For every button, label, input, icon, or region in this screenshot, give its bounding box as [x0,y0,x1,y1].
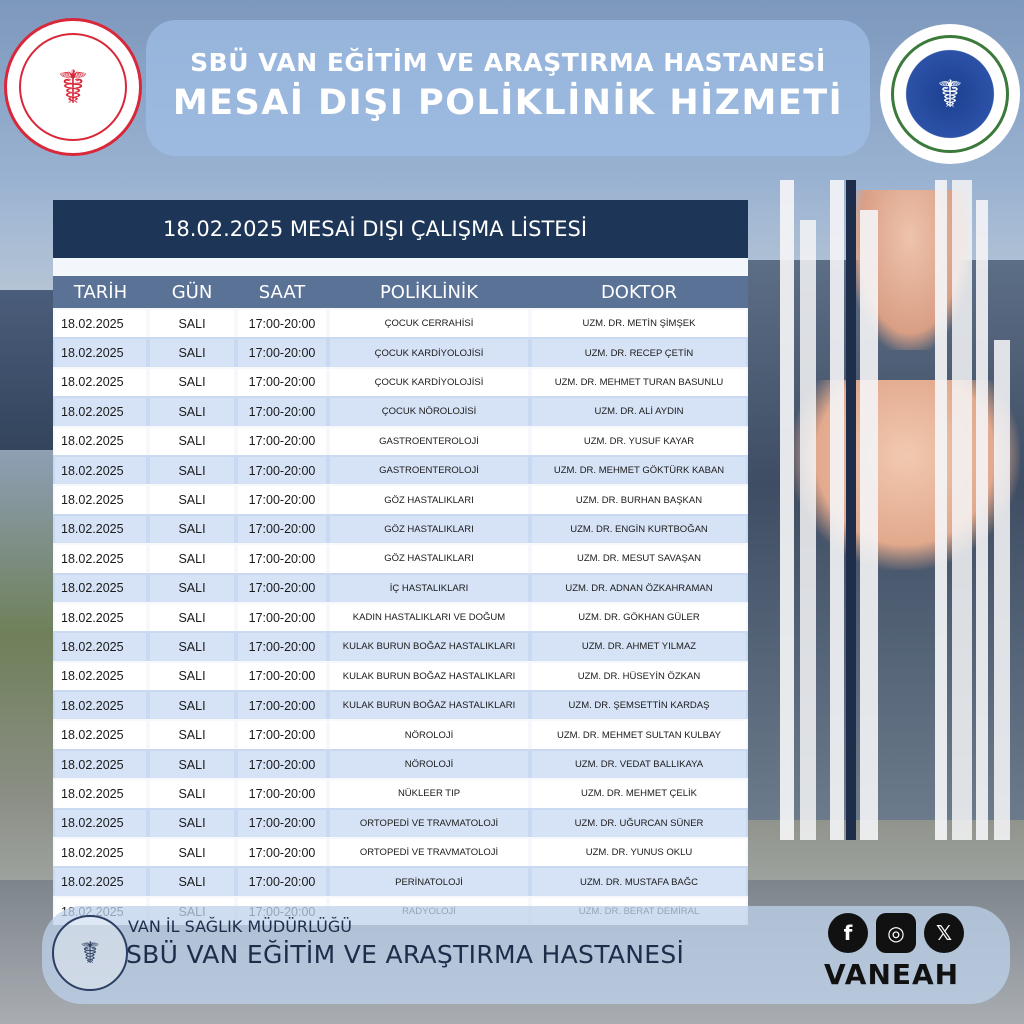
cell-day: SALI [150,633,234,660]
cell-clinic: NÖROLOJİ [330,751,528,778]
table-row [53,514,748,543]
cell-date: 18.02.2025 [55,369,146,396]
hospital-name: SBÜ VAN EĞİTİM VE ARAŞTIRMA HASTANESİ [190,48,826,77]
table-row [53,337,748,366]
cell-time: 17:00-20:00 [238,545,326,572]
cell-date: 18.02.2025 [55,604,146,631]
cell-date: 18.02.2025 [55,457,146,484]
cell-day: SALI [150,545,234,572]
cell-day: SALI [150,721,234,748]
table-row [53,455,748,484]
hospital-logo [880,24,1020,164]
header-banner [146,20,870,156]
cell-clinic: NÖROLOJİ [330,721,528,748]
cell-clinic: GÖZ HASTALIKLARI [330,486,528,513]
table-row [53,602,748,631]
cell-day: SALI [150,457,234,484]
cell-doctor: UZM. DR. MEHMET ÇELİK [532,780,746,807]
schedule-title: 18.02.2025 MESAİ DIŞI ÇALIŞMA LİSTESİ [53,200,748,258]
cell-day: SALI [150,486,234,513]
cell-clinic: GÖZ HASTALIKLARI [330,516,528,543]
cell-doctor: UZM. DR. MUSTAFA BAĞC [532,868,746,895]
cell-clinic: PERİNATOLOJİ [330,868,528,895]
cell-day: SALI [150,868,234,895]
column-header-doctor: DOKTOR [600,281,678,303]
cell-time: 17:00-20:00 [238,810,326,837]
cell-clinic: ÇOCUK NÖROLOJİSİ [330,398,528,425]
cell-day: SALI [150,839,234,866]
cell-time: 17:00-20:00 [238,751,326,778]
photo-strip [800,220,816,840]
footer-title: SBÜ VAN EĞİTİM VE ARAŞTIRMA HASTANESİ [126,940,685,969]
cell-date: 18.02.2025 [55,339,146,366]
table-row [53,367,748,396]
cell-clinic: NÜKLEER TIP [330,780,528,807]
cell-day: SALI [150,575,234,602]
cell-date: 18.02.2025 [55,721,146,748]
cell-clinic: GASTROENTEROLOJİ [330,457,528,484]
table-body [53,308,748,925]
caduceus-icon: ☤ [19,33,127,141]
table-row [53,396,748,425]
cell-doctor: UZM. DR. ENGİN KURTBOĞAN [532,516,746,543]
cell-doctor: UZM. DR. GÖKHAN GÜLER [532,604,746,631]
table-row [53,573,748,602]
cell-time: 17:00-20:00 [238,457,326,484]
photo-strip [976,200,988,840]
cell-time: 17:00-20:00 [238,604,326,631]
cell-clinic: ORTOPEDİ VE TRAVMATOLOJİ [330,810,528,837]
table-row [53,661,748,690]
table-row [53,866,748,895]
cell-time: 17:00-20:00 [238,310,326,337]
photo-strip [830,180,844,840]
table-row [53,484,748,513]
schedule-table [53,258,748,898]
cell-date: 18.02.2025 [55,868,146,895]
cell-doctor: UZM. DR. UĞURCAN SÜNER [532,810,746,837]
cell-time: 17:00-20:00 [238,633,326,660]
column-header-time: SAAT [258,281,306,303]
table-row [53,631,748,660]
photo-strip [780,180,794,840]
column-header-date: TARİH [73,281,128,303]
social-handle: VANEAH [824,958,960,991]
table-row [53,690,748,719]
table-row [53,837,748,866]
cell-day: SALI [150,339,234,366]
cell-doctor: UZM. DR. VEDAT BALLIKAYA [532,751,746,778]
cell-clinic: İÇ HASTALIKLARI [330,575,528,602]
cell-day: SALI [150,751,234,778]
provincial-health-logo: ☤ [52,915,128,991]
cell-date: 18.02.2025 [55,663,146,690]
photo-strip [846,180,856,840]
cell-time: 17:00-20:00 [238,868,326,895]
cell-clinic: KADIN HASTALIKLARI VE DOĞUM [330,604,528,631]
cell-doctor: UZM. DR. BURHAN BAŞKAN [532,486,746,513]
cell-time: 17:00-20:00 [238,692,326,719]
table-row [53,426,748,455]
cell-day: SALI [150,516,234,543]
footer-subtitle: VAN İL SAĞLIK MÜDÜRLÜĞÜ [128,917,352,936]
cell-clinic: KULAK BURUN BOĞAZ HASTALIKLARI [330,633,528,660]
cell-doctor: UZM. DR. ŞEMSETTİN KARDAŞ [532,692,746,719]
cell-doctor: UZM. DR. AHMET YILMAZ [532,633,746,660]
cell-clinic: ÇOCUK KARDİYOLOJİSİ [330,369,528,396]
cell-doctor: UZM. DR. ADNAN ÖZKAHRAMAN [532,575,746,602]
photo-strip [952,180,972,840]
column-header-day: GÜN [171,281,213,303]
cell-time: 17:00-20:00 [238,721,326,748]
cell-date: 18.02.2025 [55,486,146,513]
cell-doctor: UZM. DR. METİN ŞİMŞEK [532,310,746,337]
cell-date: 18.02.2025 [55,545,146,572]
cell-clinic: ÇOCUK KARDİYOLOJİSİ [330,339,528,366]
cell-doctor: UZM. DR. YUNUS OKLU [532,839,746,866]
ministry-of-health-logo [4,18,142,156]
page-title: MESAİ DIŞI POLİKLİNİK HİZMETİ [172,83,844,123]
table-row [53,808,748,837]
cell-time: 17:00-20:00 [238,663,326,690]
cell-doctor: UZM. DR. MEHMET GÖKTÜRK KABAN [532,457,746,484]
cell-doctor: UZM. DR. MEHMET SULTAN KULBAY [532,721,746,748]
cell-doctor: UZM. DR. HÜSEYİN ÖZKAN [532,663,746,690]
cell-time: 17:00-20:00 [238,516,326,543]
cell-date: 18.02.2025 [55,810,146,837]
cell-day: SALI [150,604,234,631]
cell-day: SALI [150,310,234,337]
cell-date: 18.02.2025 [55,516,146,543]
cell-date: 18.02.2025 [55,692,146,719]
cell-time: 17:00-20:00 [238,780,326,807]
cell-doctor: UZM. DR. RECEP ÇETİN [532,339,746,366]
photo-strip [994,340,1010,840]
social-icons [828,913,964,953]
cell-clinic: GÖZ HASTALIKLARI [330,545,528,572]
cell-day: SALI [150,810,234,837]
photo-strip [860,210,878,840]
caduceus-icon: ☤ [891,35,1009,153]
cell-time: 17:00-20:00 [238,398,326,425]
table-row [53,749,748,778]
photo-strip [935,180,947,840]
cell-clinic: ÇOCUK CERRAHİSİ [330,310,528,337]
cell-date: 18.02.2025 [55,633,146,660]
facebook-icon[interactable]: f [828,913,868,953]
photo-strips [780,180,1020,840]
table-header-row [53,276,748,308]
cell-time: 17:00-20:00 [238,575,326,602]
cell-time: 17:00-20:00 [238,486,326,513]
cell-day: SALI [150,663,234,690]
cell-time: 17:00-20:00 [238,428,326,455]
cell-clinic: GASTROENTEROLOJİ [330,428,528,455]
cell-date: 18.02.2025 [55,428,146,455]
cell-doctor: UZM. DR. ALİ AYDIN [532,398,746,425]
cell-time: 17:00-20:00 [238,369,326,396]
cell-date: 18.02.2025 [55,398,146,425]
cell-date: 18.02.2025 [55,751,146,778]
cell-day: SALI [150,428,234,455]
cell-doctor: UZM. DR. MEHMET TURAN BASUNLU [532,369,746,396]
cell-time: 17:00-20:00 [238,839,326,866]
cell-date: 18.02.2025 [55,839,146,866]
cell-clinic: KULAK BURUN BOĞAZ HASTALIKLARI [330,663,528,690]
table-row [53,778,748,807]
cell-clinic: KULAK BURUN BOĞAZ HASTALIKLARI [330,692,528,719]
cell-clinic: ORTOPEDİ VE TRAVMATOLOJİ [330,839,528,866]
table-row [53,719,748,748]
cell-day: SALI [150,692,234,719]
cell-doctor: UZM. DR. YUSUF KAYAR [532,428,746,455]
cell-day: SALI [150,398,234,425]
background-building-left [0,290,60,450]
cell-day: SALI [150,369,234,396]
cell-time: 17:00-20:00 [238,339,326,366]
x-icon[interactable]: 𝕏 [924,913,964,953]
instagram-icon[interactable]: ◎ [876,913,916,953]
cell-date: 18.02.2025 [55,310,146,337]
table-row [53,543,748,572]
cell-doctor: UZM. DR. MESUT SAVAŞAN [532,545,746,572]
cell-date: 18.02.2025 [55,780,146,807]
table-row [53,308,748,337]
cell-date: 18.02.2025 [55,575,146,602]
column-header-clinic: POLİKLİNİK [379,281,479,303]
cell-day: SALI [150,780,234,807]
